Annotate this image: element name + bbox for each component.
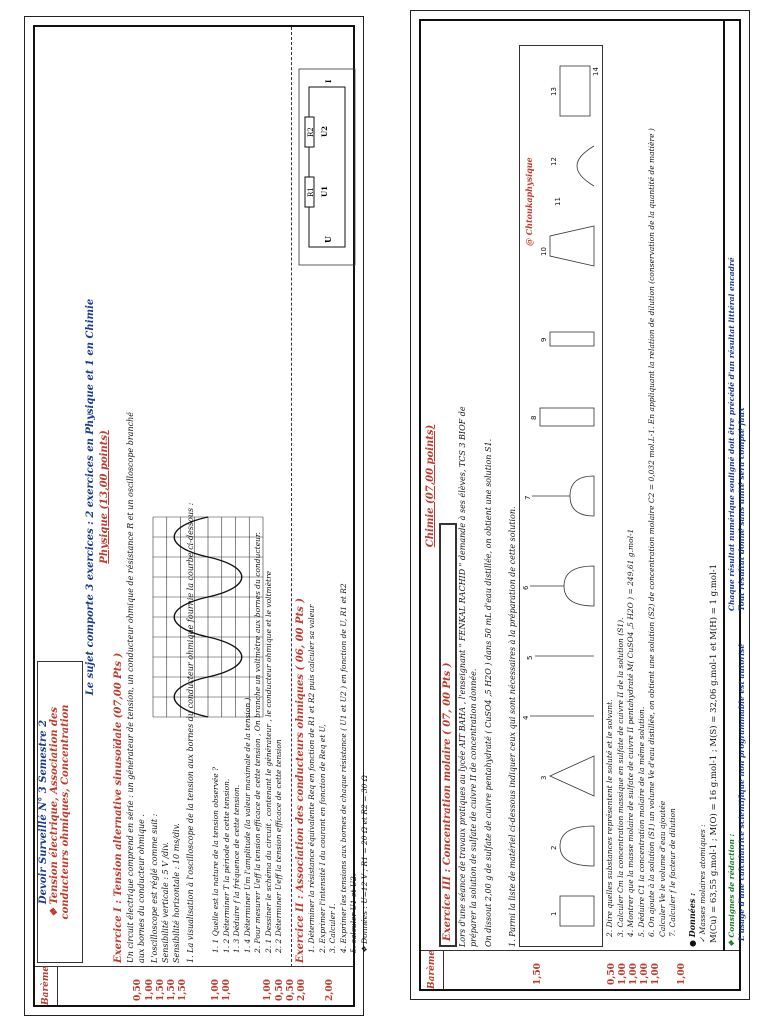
equipment-number: 8: [530, 415, 538, 420]
ex3-q3: 3. Calculer Cm la concentration massique en sulfate de cuivre II de la solution (S1).: [615, 617, 625, 937]
ex1-q3: 1. 3 Déduire f la fréquence de cette tension.: [232, 784, 241, 953]
mark: 2,00: [297, 979, 307, 1001]
ex2-q4: 4. Exprimer les tensions aux bornes de chaque résistance ( U1 et U2 ) en fonction de U, R1 et R2: [338, 583, 348, 953]
ex2-q3: 3. Calculer I.: [328, 903, 337, 953]
mark: 0,50: [607, 963, 617, 985]
exercise-1-title: Exercice I : Tension alternative sinusoïdale (07,00 Pts ): [113, 652, 124, 963]
header-line2: ❖ Tension électrique, Association des: [49, 707, 60, 917]
ex1-settings: L'oscilloscope est réglé comme suit :: [150, 813, 159, 963]
ex3-intro: Lors d'une séance de travaux pratiques au lycée AIT BAHA , l'enseignant " FENKAL RACHID " demande à ses élèves, TCS 3 BIOF de préparer la solution de sulfate de cuivre II de concentration donnée.: [458, 406, 478, 947]
exam-page-chimie: [410, 10, 750, 1000]
ex3-q1: 1. Parmi la liste de matériel ci-dessous indiquer ceux qui sont nécessaires à la préparation de cette solution.: [508, 506, 517, 947]
r2-label: R2: [307, 127, 315, 137]
mark: 1,00: [651, 963, 661, 985]
consigne-2: Chaque résultat numérique souligné doit être précédé d'un résultat littéral encadré: [727, 257, 736, 611]
equipment-number: 6: [522, 585, 530, 590]
exercise-2-title: Exercice II : Association des conducteurs ohmiques ( 06, 00 Pts ): [295, 598, 306, 963]
exercise-separator: [291, 27, 292, 967]
consignes-title: ❖ Consignes de rédaction :: [727, 833, 736, 947]
mark: 1,00: [222, 979, 232, 1001]
main-column: [35, 27, 369, 967]
u-label: U: [323, 236, 333, 243]
mark: 1,50: [156, 979, 166, 1001]
ex1-q7: 2. 2 Déterminer Ueff la tension efficace de cette tension: [274, 739, 283, 953]
bareme-column: [35, 966, 353, 1005]
ex1-questions: [211, 393, 285, 963]
chimie-title: Chimie (07,00 points): [425, 424, 436, 548]
equipment-number: 10: [540, 247, 548, 256]
header-line4: Le sujet comporte 3 exercices : 2 exercices en Physique et 1 en Chimie: [85, 298, 96, 696]
u1-label: U1: [320, 186, 329, 197]
exam-header-box: [37, 661, 83, 963]
header-line1: Devoir Surveillé N° 3 Semestre 2: [38, 719, 49, 905]
mark: 1,50: [167, 979, 177, 1001]
ex2-questions: [307, 553, 370, 963]
ex3-q7: 7. Calculer f le facteur de dilution: [668, 808, 677, 937]
equipment-number: 12: [550, 157, 558, 166]
equipment-number: 3: [540, 775, 548, 780]
consigne-1: L'usage d'une calculatrice scientifique non programmable est autorisé: [737, 643, 746, 941]
exam-page-physique: [24, 16, 369, 1016]
r1-label: R1: [307, 187, 315, 197]
mark: 0,50: [133, 979, 143, 1001]
page-frame: [33, 25, 369, 1007]
ex3-questions: [605, 37, 679, 947]
donnees-line2: M(Cu) = 63,55 g.mol-1 ; M(O) = 16 g.mol-1 ; M(S) = 32,06 g.mol-1 et M(H) = 1 g.mol-1: [709, 564, 719, 943]
equipment-number: 1: [550, 911, 558, 916]
ex1-intro: Un circuit électrique comprend en série : un générateur de tension, un conducteur ohmique de résistance R et un oscilloscope branché aux bornes du conducteur ohmique .: [126, 412, 146, 963]
watermark: @ Chtoukaphysique: [524, 157, 534, 246]
i-label: I: [324, 79, 333, 83]
ex3-q5: 5. Déduire C1 la concentration molaire de la même solution.: [636, 706, 646, 937]
ex3-q6: 6. On ajoute à la solution (S1) un volume Ve d'eau distillée, on obtient une solution (S2) de concentration molaire C2 = 0,032 mol.L-1. En appliquant la relation de dilution (conservation de la quantité de matière ): [647, 128, 656, 937]
bareme-header: Barème: [421, 951, 444, 989]
mark: 1,00: [677, 963, 687, 985]
mark: 2,00: [325, 979, 335, 1001]
ex2-q1: 1. Déterminer la résistance équivalente Req en fonction de R1 et R2 puis calculer sa valeur: [307, 604, 316, 953]
ex1-q6: 2. 1 Dessiner le schéma du circuit , contenant le générateur , le conducteur ohmique et le voltmètre: [263, 570, 273, 953]
mark: 1,00: [145, 979, 155, 1001]
ex1-q5: 2. Pour mesurer Ueff la tension efficace de cette tension , On branche un voltmètre aux bornes du conducteur.: [253, 531, 262, 953]
series-circuit-diagram: [297, 67, 357, 267]
mark: 1,00: [618, 963, 628, 985]
bareme-header: Barème: [35, 967, 58, 1005]
equipment-number: 5: [526, 655, 534, 660]
equipment-number: 14: [592, 67, 600, 76]
mark: 1,50: [178, 979, 188, 1001]
ex3-intro2: On dissout 2,00 g de sulfate de cuivre pentahydraté ( CuSO4 ,5 H2O ) dans 50 mL d'eau distillée, on obtient une solution S1.: [484, 438, 493, 947]
mark: 1,00: [629, 963, 639, 985]
ex1-sens-h: Sensibilité horizontale : 10 ms/div.: [172, 823, 181, 963]
donnees-line1: ✓ Masses molaires atomiques :: [698, 824, 707, 943]
ex3-q4: 4. Montrer que la masse molaire de sulfate de cuivre II pentahydraté M( CuSO4 ,5 H2O ) = 249,61 g.mol-1: [626, 528, 635, 937]
equipment-number: 4: [522, 715, 530, 720]
exercise-3-title-box: [439, 523, 457, 947]
ex1-q1: 1. 1 Quelle est la nature de la tension observée ?: [211, 766, 220, 953]
bareme-column: [421, 950, 739, 989]
mark: 1,50: [533, 963, 543, 985]
mark: 1,00: [263, 979, 273, 1001]
page-frame: [419, 19, 746, 991]
donnees-title: ● Données :: [687, 892, 697, 947]
ex1-q2: 1. 2 Déterminer T la période de cette tension.: [221, 778, 231, 953]
equipment-number: 9: [540, 337, 548, 342]
lab-equipment-box: [519, 45, 603, 947]
ex3-q2: 2. Dire quelles substances représentent le soluté et le solvant.: [605, 699, 614, 937]
equipment-number: 11: [554, 197, 562, 206]
main-column: [421, 21, 746, 951]
ex2-q5: 5. calculer U1 et U2.: [349, 873, 358, 953]
header-line3: conducteurs ohmiques, Concentration: [60, 704, 71, 920]
lab-equipment-illustration: [520, 46, 602, 946]
equipment-number: 7: [524, 495, 532, 500]
mark: 0,50: [275, 979, 285, 1001]
ex3-q6b: Calculer Ve le volume d'eau ajoutée: [657, 800, 667, 937]
ex1-sens-v: Sensibilité verticale : 5 V /div.: [161, 842, 170, 963]
mark: 0,50: [286, 979, 296, 1001]
u2-label: U2: [320, 126, 329, 137]
mark: 1,00: [640, 963, 650, 985]
consignes-separator: [723, 21, 725, 951]
ex1-q4: 1. 4 Déterminer Um l'amplitude (la valeur maximale de la tension ): [242, 697, 252, 953]
ex2-donnees: ❖ Données : U=12 V ; R1 = 20 Ω et R2 = 30 Ω: [359, 774, 369, 953]
equipment-number: 2: [550, 845, 558, 850]
physique-title: Physique (13,00 points): [99, 430, 110, 564]
exercise-3-title: Exercice III : Concentration molaire ( 07, 00 Pts ): [442, 662, 453, 941]
ex2-q2: 2. Exprimer l'intensité I du courant en fonction de Req et U,: [317, 724, 327, 953]
ex1-q-intro: 1. La visualisation à l'oscilloscope de la tension aux bornes du conducteur ohmique fournie la courbe ci-dessous :: [186, 502, 195, 963]
mark: 1,00: [211, 979, 221, 1001]
equipment-number: 13: [550, 87, 558, 96]
consigne-3: Tout résultat donné sans unité sera compté faux: [737, 407, 746, 611]
